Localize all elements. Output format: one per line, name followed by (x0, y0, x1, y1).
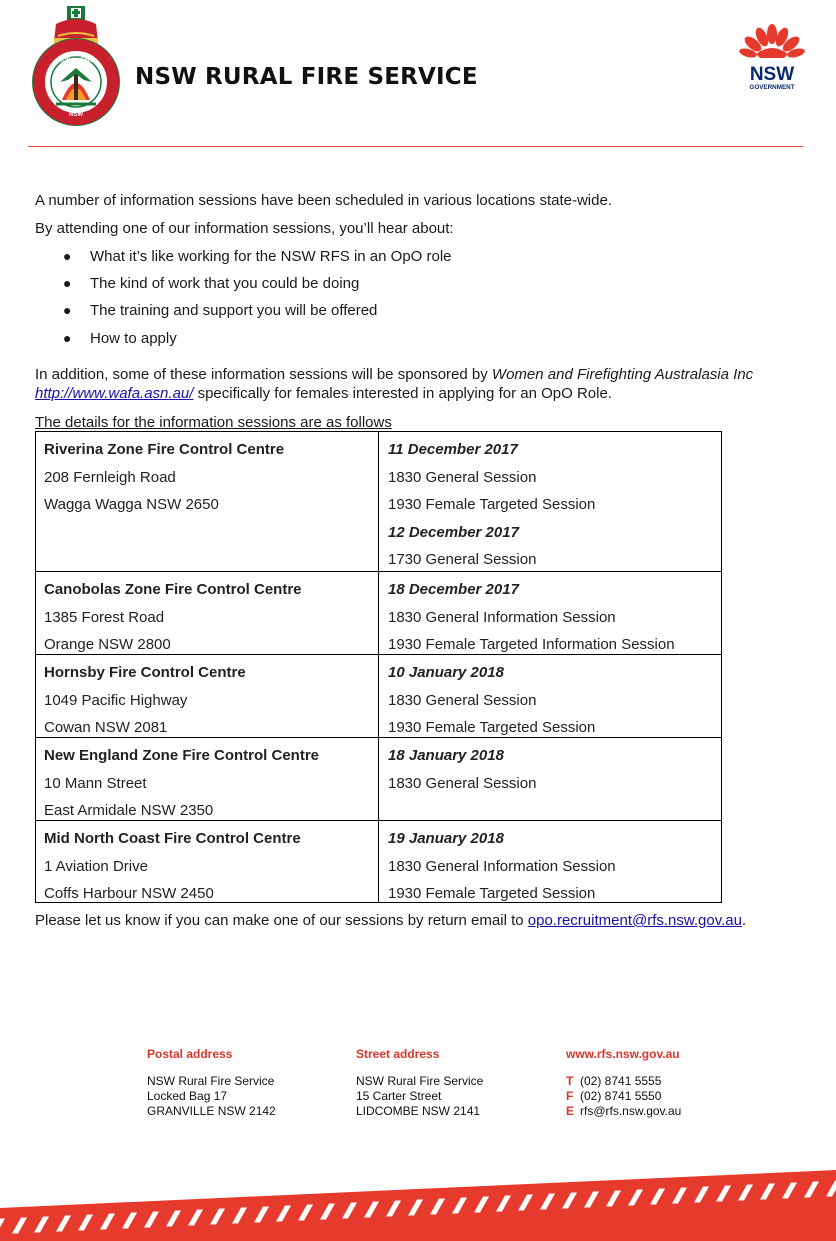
schedule-cell (379, 821, 721, 902)
organisation-name: NSW RURAL FIRE SERVICE (135, 64, 478, 90)
venue-cell (36, 821, 379, 902)
bullet-icon: ● (63, 302, 72, 318)
email-line: E rfs@rfs.nsw.gov.au (566, 1104, 682, 1118)
details-heading: The details for the information sessions are as follows (35, 414, 392, 431)
sponsor-organisation: Women and Firefighting Australasia Inc (491, 366, 754, 383)
venue-name: New England Zone Fire Control Centre (44, 747, 320, 764)
intro-paragraph: A number of information sessions have been scheduled in various locations state-wide. (35, 192, 612, 209)
schedule-cell (379, 738, 721, 820)
bullet-icon: ● (63, 275, 72, 291)
postal-line: GRANVILLE NSW 2142 (147, 1104, 276, 1118)
venue-town: Coffs Harbour NSW 2450 (44, 885, 214, 902)
venue-town: Orange NSW 2800 (44, 636, 171, 653)
session-time: 1930 Female Targeted Session (388, 719, 596, 736)
venue-name: Riverina Zone Fire Control Centre (44, 441, 285, 458)
session-time: 1830 General Session (388, 468, 537, 486)
table-row (36, 737, 721, 820)
venue-cell (36, 655, 379, 737)
venue-cell (36, 738, 379, 820)
bullet-icon: ● (63, 248, 72, 264)
venue-name: Canobolas Zone Fire Control Centre (44, 581, 302, 598)
recruitment-email-link[interactable]: opo.recruitment@rfs.nsw.gov.au (527, 912, 742, 929)
website-link[interactable]: www.rfs.nsw.gov.au (566, 1047, 680, 1061)
svg-text:NSW: NSW (69, 112, 83, 118)
schedule-cell (379, 655, 721, 737)
postal-address-block (147, 1047, 276, 1119)
venue-cell (36, 572, 379, 654)
fax-line: F (02) 8741 5550 (566, 1089, 662, 1103)
session-time: 1930 Female Targeted Information Session (388, 636, 675, 653)
sponsor-paragraph: In addition, some of these information sessions will be sponsored by Women and Firefighting Australasia Inc (35, 366, 754, 383)
session-time: 1830 General Information Session (388, 857, 616, 875)
street-line: 15 Carter Street (356, 1089, 442, 1103)
session-time: 1730 General Session (388, 551, 537, 568)
postal-address-heading: Postal address (147, 1047, 233, 1061)
bullet-item: How to apply (90, 330, 177, 347)
street-address-block (356, 1047, 483, 1119)
attend-paragraph: By attending one of our information sessions, you’ll hear about: (35, 220, 454, 237)
session-time: 1930 Female Targeted Session (388, 885, 596, 902)
venue-street: 1385 Forest Road (44, 608, 165, 626)
venue-name: Hornsby Fire Control Centre (44, 664, 246, 681)
postal-line: Locked Bag 17 (147, 1089, 228, 1103)
table-row (36, 820, 721, 902)
session-date: 18 December 2017 (388, 581, 519, 598)
session-time: 1830 General Session (388, 774, 537, 792)
session-date: 10 January 2018 (388, 664, 504, 681)
session-time: 1930 Female Targeted Session (388, 496, 596, 513)
footer-stripe-band (0, 1168, 836, 1241)
nsw-government-logo (738, 22, 806, 94)
schedule-cell (379, 432, 721, 571)
street-line: NSW Rural Fire Service (356, 1074, 484, 1088)
table-row (36, 654, 721, 737)
table-row (36, 571, 721, 654)
footer-email[interactable]: rfs@rfs.nsw.gov.au (580, 1104, 682, 1118)
table-row (36, 432, 721, 571)
venue-street: 208 Fernleigh Road (44, 468, 176, 486)
session-date: 12 December 2017 (388, 523, 519, 541)
venue-street: 1049 Pacific Highway (44, 691, 188, 709)
session-date: 11 December 2017 (388, 441, 518, 458)
rfs-logo (26, 4, 126, 128)
schedule-cell (379, 572, 721, 654)
venue-name: Mid North Coast Fire Control Centre (44, 830, 301, 847)
session-time: 1830 General Session (388, 691, 537, 709)
closing-paragraph: Please let us know if you can make one of our sessions by return email to opo.recruitment@rfs.nsw.gov.au. (35, 912, 747, 929)
street-line: LIDCOMBE NSW 2141 (356, 1104, 481, 1118)
phone-line: T (02) 8741 5555 (566, 1074, 662, 1088)
sponsor-paragraph-cont: http://www.wafa.asn.au/ specifically for females interested in applying for an OpO Role. (35, 385, 612, 402)
postal-line: NSW Rural Fire Service (147, 1074, 275, 1088)
venue-street: 1 Aviation Drive (44, 857, 148, 875)
wafa-link[interactable]: http://www.wafa.asn.au/ (35, 385, 194, 402)
session-date: 19 January 2018 (388, 830, 504, 847)
bullet-item: The kind of work that you could be doing (90, 275, 360, 292)
svg-text:NSW: NSW (749, 64, 795, 85)
venue-town: Wagga Wagga NSW 2650 (44, 496, 219, 513)
contact-block (566, 1047, 681, 1119)
venue-town: East Armidale NSW 2350 (44, 802, 214, 819)
venue-town: Cowan NSW 2081 (44, 719, 168, 736)
venue-cell (36, 432, 379, 571)
bullet-item: The training and support you will be offered (90, 302, 378, 319)
header-divider (28, 146, 803, 147)
bullet-item: What it’s like working for the NSW RFS in an OpO role (90, 248, 452, 265)
bullet-icon: ● (63, 330, 72, 346)
svg-text:GOVERNMENT: GOVERNMENT (749, 84, 795, 91)
svg-text:RURAL FIRE: RURAL FIRE (57, 58, 95, 64)
venue-street: 10 Mann Street (44, 774, 147, 792)
session-time: 1830 General Information Session (388, 608, 616, 626)
street-address-heading: Street address (356, 1047, 440, 1061)
session-date: 18 January 2018 (388, 747, 504, 764)
waratah-icon (738, 24, 805, 59)
sessions-table (35, 431, 722, 903)
